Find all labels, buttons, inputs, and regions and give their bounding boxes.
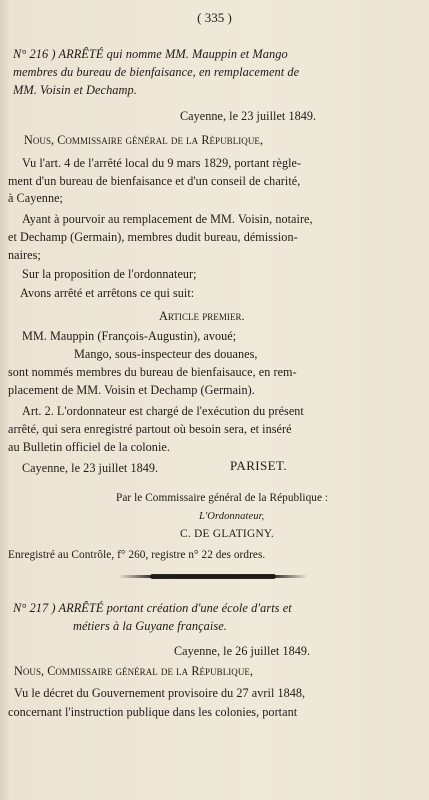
signer-glatigny: C. DE GLATIGNY. [180, 528, 275, 540]
decree-217-body-line-3: concernant l'instruction publique dans les colonies, portant [8, 705, 298, 719]
article-2-line-3: au Bulletin officiel de la colonie. [8, 440, 170, 454]
article-premier-heading: Article premier. [159, 309, 245, 323]
ordonnateur-label: L'Ordonnateur, [199, 511, 265, 522]
signature-pariset: PARISET. [230, 458, 288, 473]
article-premier-line-1: MM. Mauppin (François-Augustin), avoué; [22, 329, 237, 343]
authority-line: Par le Commissaire général de la République : [116, 492, 329, 504]
decree-217-title-line-1: N° 217 ) ARRÊTÉ portant création d'une école d'arts et [13, 601, 292, 615]
decree-216-title-line-2: membres du bureau de bienfaisance, en remplacement de [13, 65, 300, 79]
decree-216-body-line-5: Ayant à pourvoir au remplacement de MM. Voisin, notaire, [22, 212, 313, 226]
decree-217-title-line-2: métiers à la Guyane française. [73, 619, 227, 633]
decree-216-date: Cayenne, le 23 juillet 1849. [180, 109, 317, 123]
decree-217-body-line-2: Vu le décret du Gouvernement provisoire du 27 avril 1848, [14, 686, 306, 700]
decree-216-body-line-2: Vu l'art. 4 de l'arrêté local du 9 mars 1829, portant règle- [22, 156, 302, 170]
decree-216-body-line-8: Sur la proposition de l'ordonnateur; [22, 267, 197, 281]
article-premier-line-2: Mango, sous-inspecteur des douanes, [74, 347, 258, 361]
decree-216-closing-date: Cayenne, le 23 juillet 1849. [22, 461, 159, 475]
decree-216-body-line-4: à Cayenne; [8, 191, 63, 205]
decree-216-body-line-7: naires; [8, 248, 41, 262]
decree-217-date: Cayenne, le 26 juillet 1849. [174, 644, 311, 658]
decree-216-body-line-1: Nous, Commissaire général de la République, [24, 133, 264, 147]
registry-line: Enregistré au Contrôle, f° 260, registre n° 22 des ordres. [8, 549, 266, 561]
decree-216-body-line-9: Avons arrêté et arrêtons ce qui suit: [20, 286, 195, 300]
decree-216-body-line-6: et Dechamp (Germain), membres dudit bureau, démission- [8, 230, 298, 244]
article-2-line-1: Art. 2. L'ordonnateur est chargé de l'exécution du présent [22, 404, 304, 418]
article-premier-line-3: sont nommés membres du bureau de bienfaisauce, en rem- [8, 365, 297, 379]
decree-216-title-line-1: N° 216 ) ARRÊTÉ qui nomme MM. Mauppin et Mango [13, 47, 288, 61]
decree-217-body-line-1: Nous, Commissaire général de la République, [14, 664, 254, 678]
decree-216-body-line-3: ment d'un bureau de bienfaisance et d'un conseil de charité, [8, 174, 301, 188]
article-premier-line-4: placement de MM. Voisin et Dechamp (Germain). [8, 383, 255, 397]
section-divider-center [150, 574, 276, 579]
page-number: ( 335 ) [197, 10, 232, 25]
article-2-line-2: arrêté, qui sera enregistré partout où besoin sera, et inséré [8, 422, 292, 436]
decree-216-title-line-3: MM. Voisin et Dechamp. [13, 83, 137, 97]
